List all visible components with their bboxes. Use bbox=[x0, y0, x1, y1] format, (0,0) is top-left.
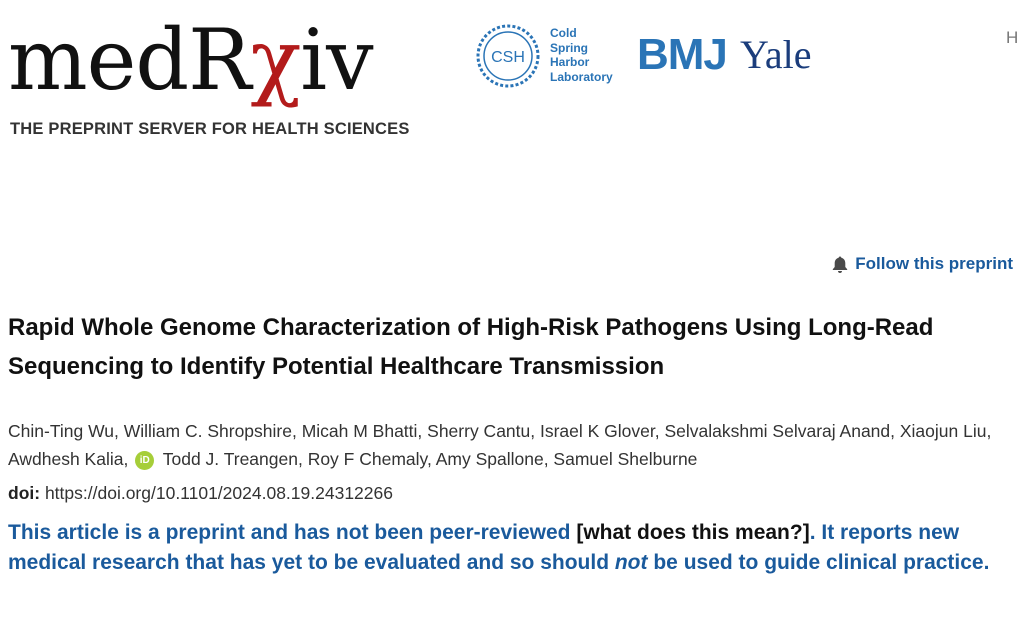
disclaimer-text-1: This article is a preprint and has not been peer-reviewed bbox=[8, 521, 577, 544]
logo-text-right: iv bbox=[300, 11, 373, 109]
bracket-open: [ bbox=[576, 521, 584, 544]
preprint-disclaimer bbox=[8, 518, 1008, 578]
bell-icon bbox=[831, 255, 849, 274]
csh-line-4: Laboratory bbox=[550, 69, 613, 84]
doi-line bbox=[8, 479, 393, 507]
follow-preprint-link[interactable] bbox=[831, 254, 1013, 274]
disclaimer-text-2: . It reports new medical research that has yet to be evaluated and so should bbox=[8, 521, 960, 574]
csh-name bbox=[550, 26, 613, 84]
follow-preprint-label: Follow this preprint bbox=[855, 254, 1013, 273]
bracket-close: ] bbox=[802, 521, 810, 544]
csh-logo-icon[interactable] bbox=[474, 22, 542, 90]
cut-off-header-text: H bbox=[1006, 28, 1018, 47]
bmj-logo[interactable]: BMJ bbox=[637, 30, 727, 79]
disclaimer-text-3: be used to guide clinical practice. bbox=[647, 551, 990, 574]
logo-text-left: medR bbox=[8, 11, 251, 109]
article-title: Rapid Whole Genome Characterization of High-Risk Pathogens Using Long-Read Sequencing to Identify Potential Healthcare Transmission bbox=[8, 314, 934, 380]
site-tagline: THE PREPRINT SERVER FOR HEALTH SCIENCES bbox=[10, 120, 410, 138]
csh-line-1: Cold bbox=[550, 26, 577, 40]
orcid-icon[interactable]: iD bbox=[135, 451, 154, 470]
csh-line-3: Harbor bbox=[550, 55, 590, 69]
yale-logo[interactable]: Yale bbox=[740, 32, 812, 77]
csh-line-2: Spring bbox=[550, 40, 588, 55]
logo-chi: χ bbox=[250, 11, 301, 109]
authors-part-2[interactable]: Todd J. Treangen, Roy F Chemaly, Amy Spallone, Samuel Shelburne bbox=[162, 449, 698, 469]
medrxiv-logo[interactable] bbox=[8, 11, 373, 109]
doi-link[interactable]: https://doi.org/10.1101/2024.08.19.24312266 bbox=[44, 483, 393, 503]
doi-label: doi: bbox=[8, 483, 41, 503]
author-list bbox=[8, 417, 1013, 473]
authors-part-1[interactable]: Chin-Ting Wu, William C. Shropshire, Micah M Bhatti, Sherry Cantu, Israel K Glover, Selvalakshmi Selvaraj Anand, Xiaojun Liu, Awdhesh Kalia, bbox=[8, 421, 992, 469]
what-does-this-mean-link[interactable]: what does this mean? bbox=[583, 521, 803, 544]
disclaimer-emphasis: not bbox=[614, 551, 648, 574]
csh-badge-text: CSH bbox=[491, 49, 525, 66]
